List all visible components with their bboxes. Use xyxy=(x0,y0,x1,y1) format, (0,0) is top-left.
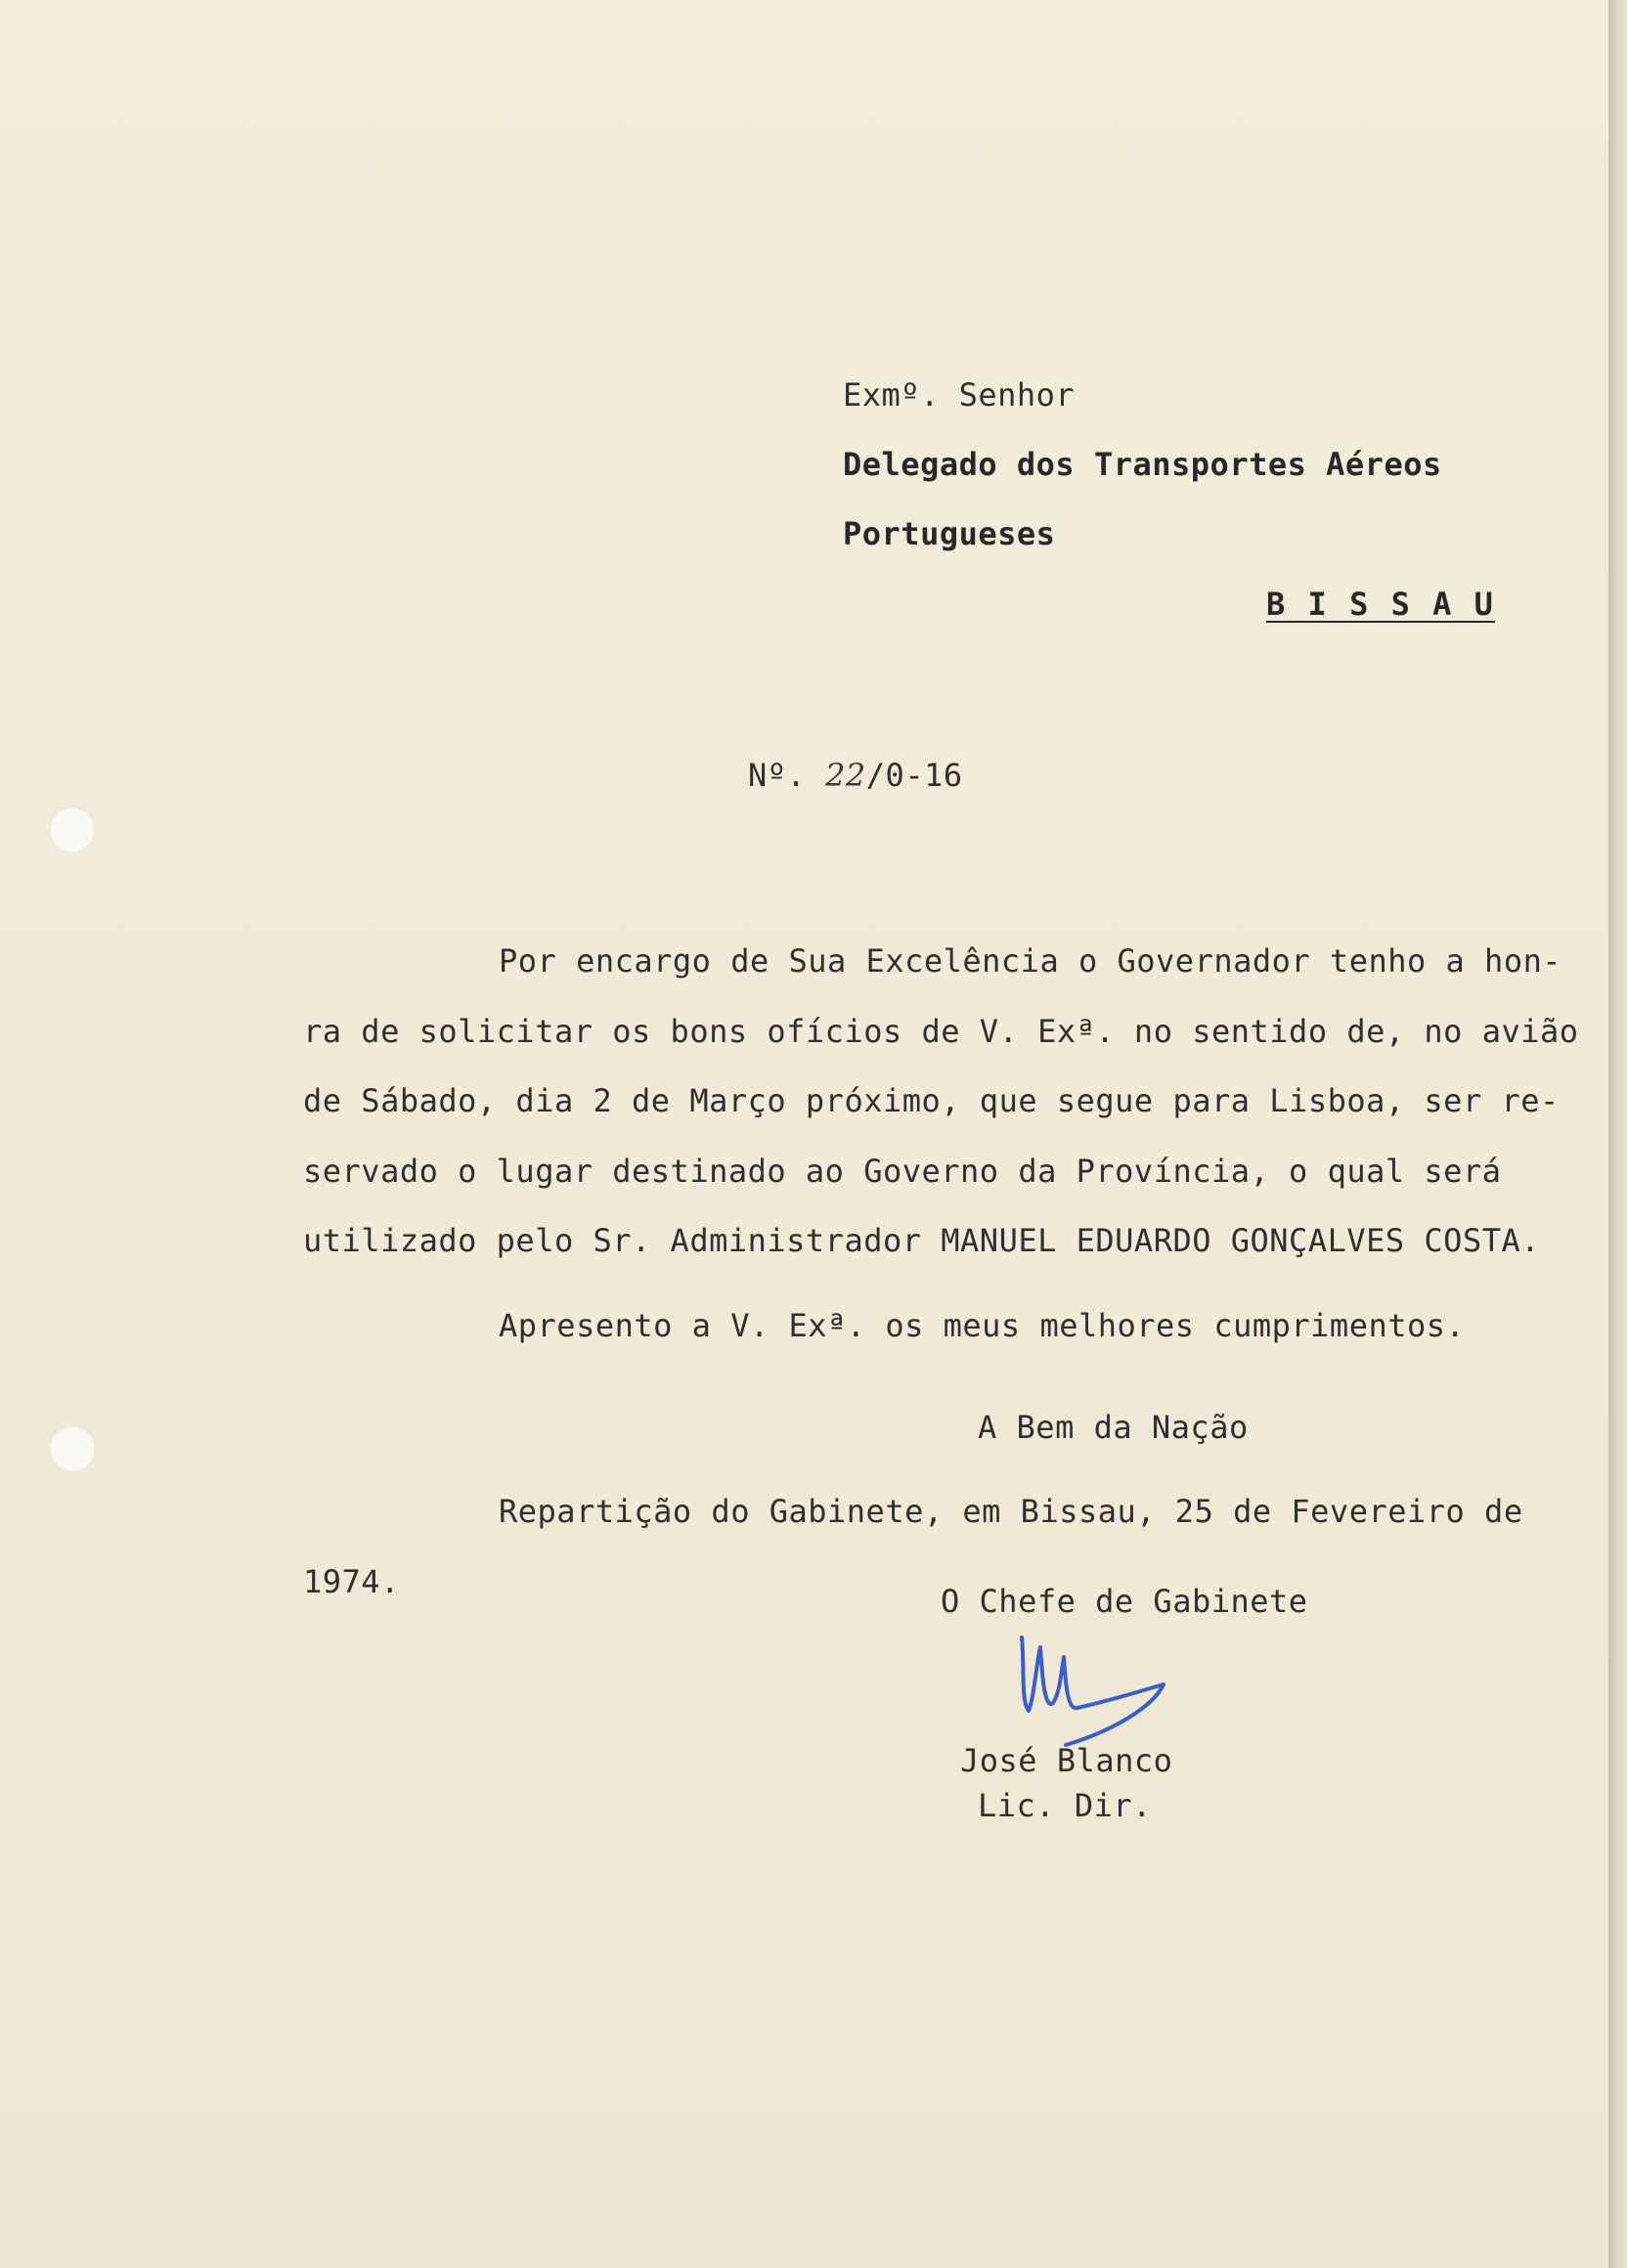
closing-motto: A Bem da Nação xyxy=(978,1409,1249,1446)
reference-prefix: Nº. xyxy=(748,757,807,794)
body-line: de Sábado, dia 2 de Março próximo, que segue para Lisboa, ser re- xyxy=(303,1082,1560,1119)
reference-number xyxy=(748,757,963,794)
reference-suffix: /0-16 xyxy=(865,757,963,794)
body-line: utilizado pelo Sr. Administrador MANUEL EDUARDO GONÇALVES COSTA. xyxy=(303,1222,1540,1259)
body-line: servado o lugar destinado ao Governo da Província, o qual será xyxy=(303,1153,1502,1190)
addressee-city: B I S S A U xyxy=(1266,586,1495,623)
signatory-name: José Blanco xyxy=(960,1742,1173,1779)
addressee-line-2: Portugueses xyxy=(843,515,1056,552)
signatory-title: Lic. Dir. xyxy=(978,1787,1152,1824)
addressee-line-1: Delegado dos Transportes Aéreos xyxy=(843,446,1442,483)
closing-year: 1974. xyxy=(303,1563,400,1600)
paper-edge xyxy=(1608,0,1627,2268)
punch-hole-bottom xyxy=(49,1425,96,1472)
closing-place-date: Repartição do Gabinete, em Bissau, 25 de Fevereiro de xyxy=(499,1493,1523,1530)
body-line: ra de solicitar os bons ofícios de V. Exª. no sentido de, no avião xyxy=(303,1013,1579,1050)
punch-hole-top xyxy=(49,807,96,853)
body-greeting: Apresento a V. Exª. os meus melhores cumprimentos. xyxy=(499,1307,1466,1344)
reference-handwritten-number: 22 xyxy=(825,757,866,794)
addressee-salutation: Exmº. Senhor xyxy=(843,376,1076,414)
signatory-role: O Chefe de Gabinete xyxy=(941,1583,1308,1620)
body-line: Por encargo de Sua Excelência o Governador tenho a hon- xyxy=(499,942,1562,980)
